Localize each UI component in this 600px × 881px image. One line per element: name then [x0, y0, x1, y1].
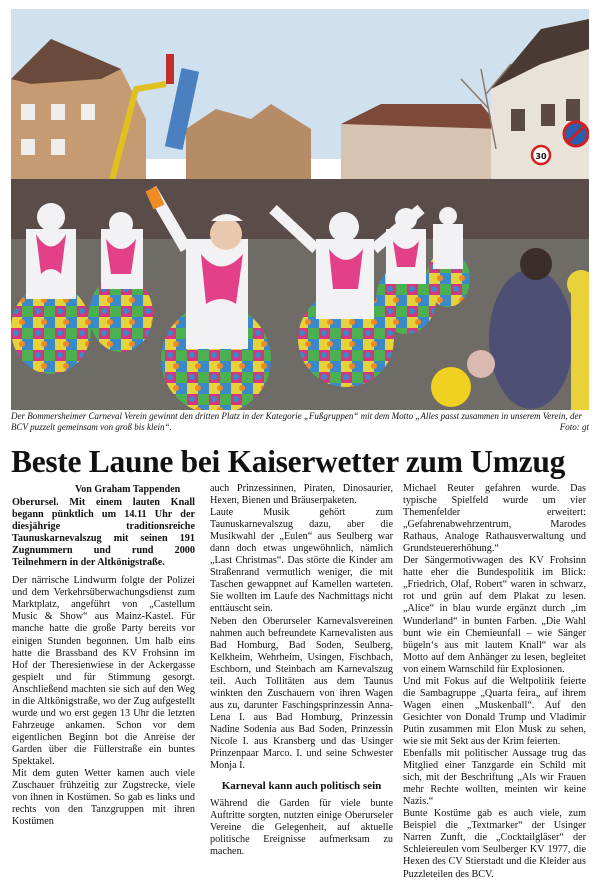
lead-paragraph — [12, 497, 195, 569]
article-column-3 — [403, 483, 586, 881]
paragraph: Michael Reuter gefahren wurde. Das typische Spielfeld wurde um vier Themenfelder erweitert: „Gefahrenabwehrzentrum, Marodes Rathaus, Analoge Rathausverwaltung und Grundsteuererhöhung.“ — [403, 483, 586, 555]
paragraph: Neben den Oberurseler Karnevalsvereinen nahmen auch befreundete Karnevalisten aus Bad Homburg, Bad Soden, Seulberg, Kelkheim, Wehrheim, Usingen, Fischbach, Eschborn, und Steinbach am Karnevalszug teil. Auch Tollitäten aus dem Taunus winkten den Zuschauern von ihren Wagen aus zu, darunter Faschingsprinzessin Anna-Lena I. aus Bad Homburg, Prinzessin Nadine Sodenia aus Bad Soden, Prinzessin Nicole I. aus Kransberg und das Usinger Prinzenpaar Marco. I. und seine Schwester Monja I. — [210, 615, 393, 772]
dateline: Oberursel. — [12, 497, 59, 508]
paragraph: Ebenfalls mit politischer Aussage trug das Mitglied einer Tanzgarde ein Schild mit sich, mit der Beschriftung „Als wir Frauen mehr Rechte wollten, meinten wir keine Nazis.“ — [403, 748, 586, 808]
paragraph: Während die Garden für viele bunte Auftritte sorgten, nutzten einige Oberurseler Vereine die Gelegenheit, auf aktuelle politische Ereignisse aufmerksam zu machen. — [210, 798, 393, 858]
speed-limit-value: 30 — [535, 152, 547, 161]
caption-text: Der Bommersheimer Carneval Verein gewinnt den dritten Platz in der Kategorie „Fußgruppen“ mit dem Motto „Alles passt zusammen in unserem Verein, der BCV puzzelt gemeinsam von groß bis klein“. — [11, 411, 582, 432]
photo-caption — [11, 411, 589, 433]
photo-credit: Foto: gt — [559, 422, 589, 432]
paragraph: Und mit Fokus auf die Weltpolitik feierte die Sambagruppe „Quarta feira„ auf ihrem Wagen einen „Muskenball“. Auf den Gesichter von Donald Trump und Vladimir Putin zusammen mit Elon Musk zu sehen, wie sie mit Sekt aus der Krim feierten. — [403, 675, 586, 747]
paragraph: auch Prinzessinnen, Piraten, Dinosaurier, Hexen, Bienen und Bräuserpaketen. — [210, 483, 393, 507]
article-headline: Beste Laune bei Kaiserwetter zum Umzug — [11, 444, 566, 479]
article-byline: Von Graham Tappenden — [75, 484, 181, 495]
paragraph: Bunte Kostüme gab es auch viele, zum Beispiel die „Textmarker“ der Usinger Narren Zunft, die „Cocktailgläser“ der Schleiereulen vom Seulberger KV 1977, die Hexen des CV Stierstadt und die Kleider aus Puzzleteilen des BCV. — [403, 808, 586, 880]
lead-text: Mit einem lauten Knall begann pünktlich um 14.11 Uhr der diesjährige traditionsreiche Taunuskarnevalszug mit seinen 191 Zugnummern und rund 2000 Teilnehmern in der Altkönigstraße. — [12, 497, 195, 569]
paragraph: Laute Musik gehört zum Taunuskarnevalszug dazu, aber die Musikwahl der „Eulen“ aus Seulberg war dann doch etwas ungewöhnlich, nämlich „Last Christmas“. Das störte die Kinder am Straßenrand vermutlich weniger, die mit Taschen gewappnet auf Kamellen warteten. Sie wollten im Laufe des Nachmittags nicht enttäuscht sein. — [210, 507, 393, 615]
parade-photo — [11, 9, 589, 410]
paragraph: Der Sängermotivwagen des KV Frohsinn hatte eher die Bundespolitik im Blick: „Friedrich, Olaf, Robert“ waren in schwarz, rot und grün auf dem Plakat zu lesen. „Alice“ in blau wurde ergänzt durch „im Wunderland“ in bunten Farben. „Die Wahl bunt wie ein Chemieunfall – wie Sänger bügeln‘s aus mit lautem Knall“ war als Motto auf dem Anhänger zu lesen, begleitet von einem Warnschild für Explosionen. — [403, 555, 586, 675]
article-subhead: Karneval kann auch politisch sein — [221, 780, 382, 793]
article-column-2 — [210, 483, 393, 858]
article-column-1 — [12, 497, 195, 828]
paragraph: Mit dem guten Wetter kamen auch viele Zuschauer frühzeitig zur Zugstrecke, viele von ihnen in Kostümen. So gab es links und rechts von den Tanzgruppen mit ihren Kostümen — [12, 768, 195, 828]
parade-photo-illustration — [11, 9, 589, 410]
paragraph: Der närrische Lindwurm folgte der Polizei und dem Verkehrsüberwachungsdienst zum Marktplatz, angeführt von „Castellum Music & Show“ aus Mainz-Kastel. Für manche hatte die große Party bereits vor einigen Stunden begonnen. Um halb eins hatte die Brassband des KV Frohsinn im Hof der Theresienwiese in der Ackergasse gespielt und für Stimmung gesorgt. Anschließend machten sie sich auf den Weg in die Altkönigstraße, wo der Zug aufgestellt wurde und wo erst gegen 13 Uhr die letzten Fahrzeuge ankamen. Schon vor dem eigentlichen Beginn bot die Anreise der Garden über die Füllerstraße ein buntes Spektakel. — [12, 575, 195, 767]
